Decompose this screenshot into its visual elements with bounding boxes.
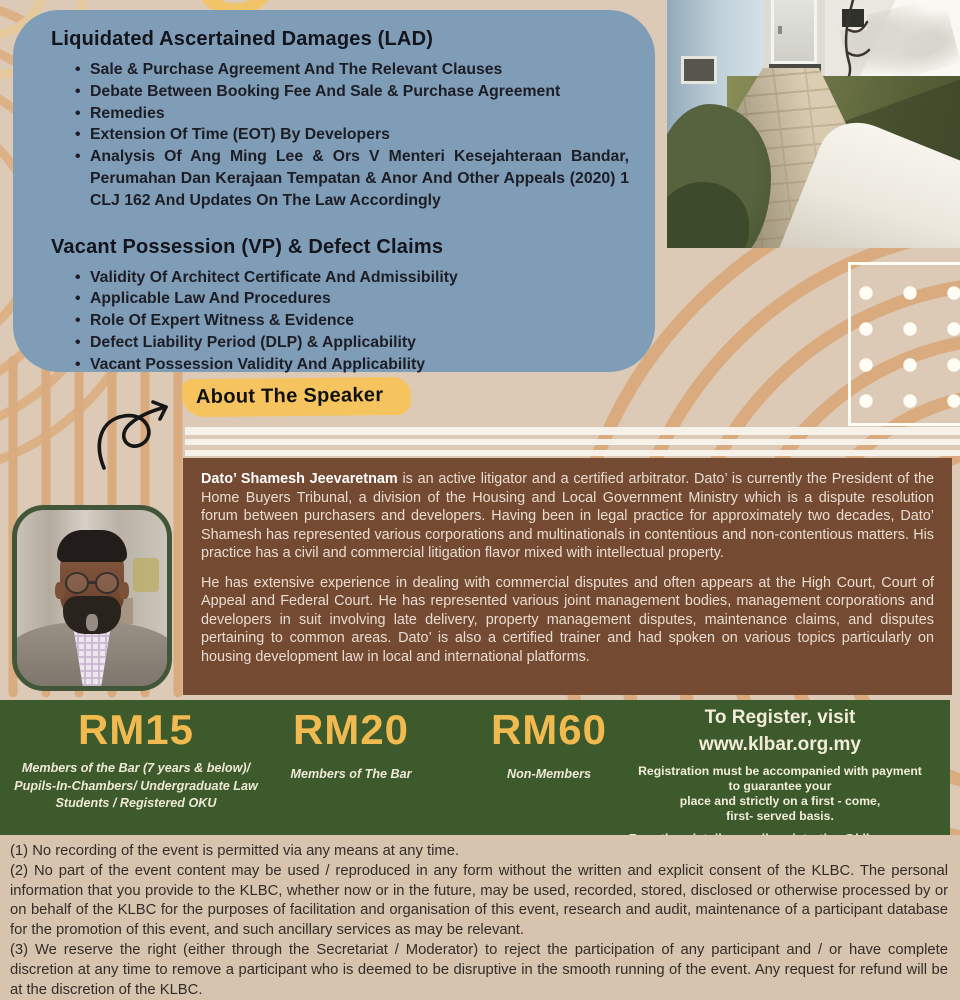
terms-and-conditions	[0, 835, 960, 1000]
portrait-ear-left	[55, 582, 65, 599]
about-speaker-section	[182, 378, 411, 416]
list-item: • Applicable Law And Procedures	[75, 288, 629, 310]
list-item: • Remedies	[75, 103, 629, 125]
white-stripe	[185, 439, 960, 445]
portrait-background-sign	[133, 558, 159, 592]
photo-vent-window	[681, 56, 717, 84]
lad-section-title: Liquidated Ascertained Damages (LAD)	[51, 28, 434, 50]
terms-item-1: (1) No recording of the event is permitted via any means at any time.	[10, 843, 460, 859]
list-item: • Debate Between Booking Fee And Sale & Purchase Agreement	[75, 81, 629, 103]
list-item: • Validity Of Architect Certificate And Admissibility	[75, 267, 629, 289]
portrait-glasses-right	[95, 572, 119, 594]
registration-info	[600, 704, 960, 846]
register-note	[600, 764, 960, 824]
curved-arrow-icon	[82, 393, 187, 483]
portrait-chin-patch	[86, 614, 98, 631]
price-members-junior: RM15	[77, 706, 195, 753]
house-entrance-photo	[667, 0, 960, 248]
about-speaker-highlight	[182, 377, 412, 417]
list-item: • Vacant Possession Validity And Applicability	[75, 354, 629, 376]
price-label-members-junior: Members of the Bar (7 years & below)/ Pupils-In-Chambers/ Undergraduate Law Students / Registered OKU	[14, 761, 258, 810]
terms-item-2: (2) No part of the event content may be used / reproduced in any form without the written and explicit consent of the KLBC. The personal information that you provide to the KLBC, whether now or in the future, may be used, recorded, stored, disclosed or otherwise processed by or on behalf of the KLBC for the purposes of facilitation and organisation of this event, research and audit, maintenance of a participant database for the promotion of this event, and such ancillary services as may be relevant.	[10, 862, 948, 939]
yellow-arc-top	[199, 0, 271, 10]
speaker-bio-panel	[183, 458, 952, 695]
about-speaker-label: About The Speaker	[195, 384, 384, 409]
register-note-line: Registration must be accompanied with payment	[638, 764, 922, 778]
register-note-line: place and strictly on a first - come,	[679, 794, 881, 808]
lad-bullet-list	[51, 59, 629, 212]
dot-grid-decoration	[848, 262, 960, 426]
list-item: • Analysis Of Ang Ming Lee & Ors V Menteri Kesejahteraan Bandar, Perumahan Dan Kerajaan Tempatan & Anor And Other Appeals (2020) 1 CLJ 162 And Updates On The Law Accordingly	[75, 146, 629, 211]
portrait-glasses-left	[65, 572, 89, 594]
register-note-line: to guarantee your	[728, 779, 832, 793]
register-heading: To Register, visit	[704, 707, 856, 728]
terms-item-3: (3) We reserve the right (either through the Secretariat / Moderator) to reject the participation of any participant and / or have complete discretion at any time to remove a participant who is deemed to be disruptive in the smooth running of the event. Any request for refund will be at the discretion of the KLBC.	[10, 941, 948, 998]
price-non-members: RM60	[490, 706, 608, 753]
portrait-glasses-bridge	[87, 581, 97, 584]
price-label-non-members: Non-Members	[507, 767, 591, 781]
speaker-bio-paragraph-2: He has extensive experience in dealing with commercial disputes and often appears at the High Court, Court of Appeal and Federal Court. He has represented various joint management bodies, management corporations and developers in suit involving late delivery, property management disputes, maintenance claims, and disputes pertaining to common areas. Dato’ is also a certified trainer and had spoken on various topics particularly on housing development law in local and international platforms.	[201, 574, 934, 665]
vp-section-title: Vacant Possession (VP) & Defect Claims	[51, 235, 444, 258]
speaker-photo	[12, 505, 172, 691]
list-item: • Defect Liability Period (DLP) & Applicability	[75, 332, 629, 354]
photo-front-door	[771, 0, 817, 64]
speaker-bio-paragraph-1	[201, 470, 934, 563]
vp-bullet-list	[51, 267, 629, 376]
list-item: • Role Of Expert Witness & Evidence	[75, 310, 629, 332]
white-stripe	[185, 427, 960, 435]
price-members: RM20	[292, 706, 410, 753]
speaker-bio-text: is an active litigator and a certified arbitrator. Dato’ is currently the President of the Home Buyers Tribunal, a division of the Housing and Local Government Ministry which is a dispute resolution forum between purchasers and developers. Having been in legal practice for approximately two decades, Dato’ Shamesh has represented various corporations and multinationals in contentious and non-contentious matters. His practice has a civil and commercial litigation flavor mixed with intellectual property.	[201, 471, 935, 561]
speaker-name: Dato’ Shamesh Jeevaretnam	[201, 471, 398, 487]
price-label-members: Members of The Bar	[290, 767, 412, 781]
list-item: • Extension Of Time (EOT) By Developers	[75, 124, 629, 146]
list-item: • Sale & Purchase Agreement And The Relevant Clauses	[75, 59, 629, 81]
register-url[interactable]: www.klbar.org.my	[699, 734, 861, 755]
register-note-line: first- served basis.	[726, 809, 834, 823]
portrait-ear-right	[119, 582, 129, 599]
pricing-band	[0, 700, 950, 835]
portrait-hair	[57, 530, 127, 562]
white-stripe	[185, 450, 960, 456]
topics-panel	[13, 10, 655, 372]
